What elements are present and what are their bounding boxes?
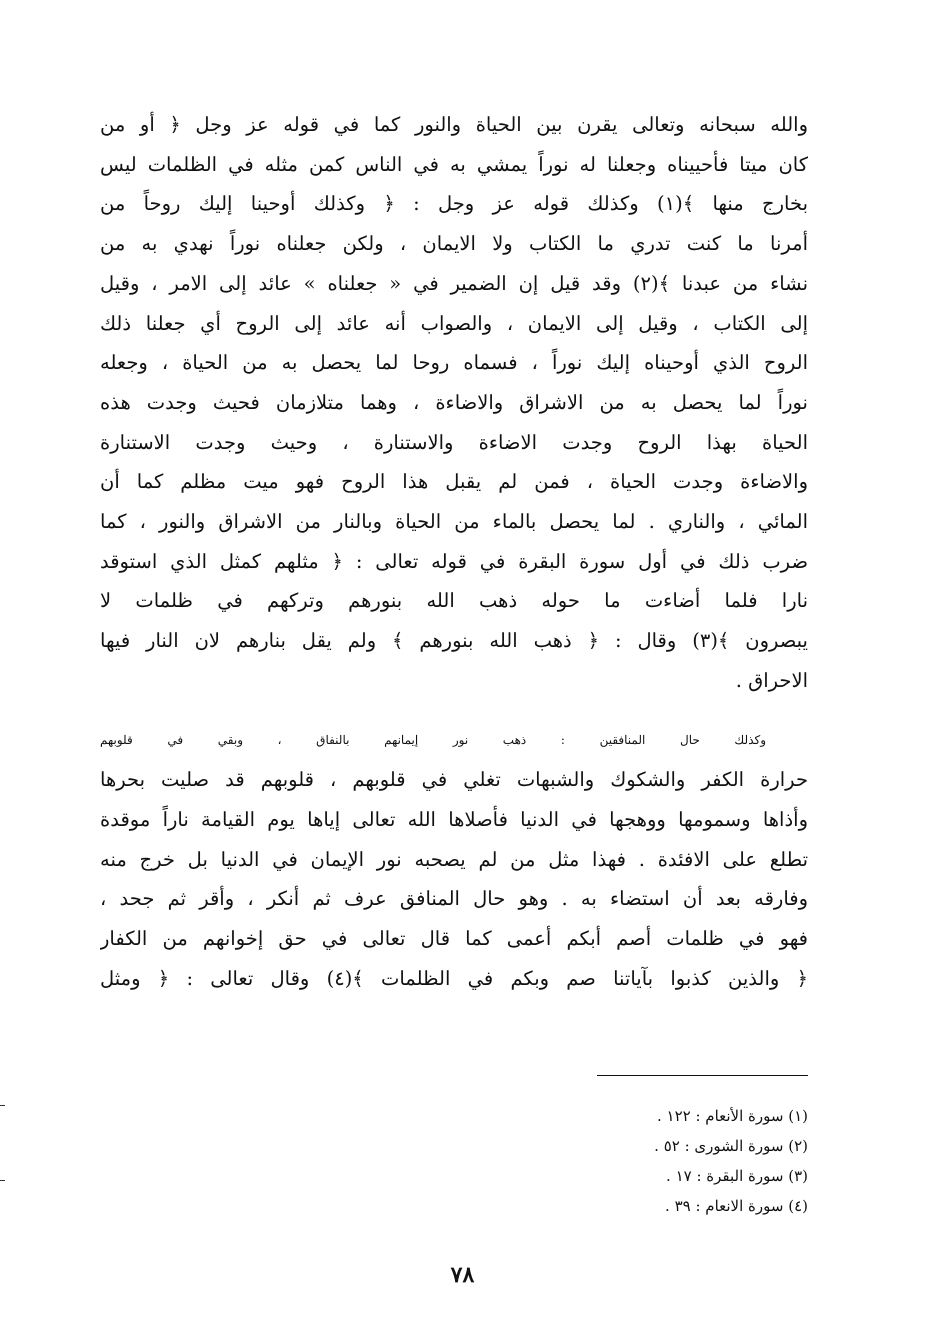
margin-mark <box>0 1105 5 1106</box>
text-line: نوراً لما يحصل به من الاشراق والاضاءة ، وهما متلازمان فحيث وجدت هذه <box>100 390 808 414</box>
footnote-separator <box>597 1075 808 1076</box>
footnotes <box>560 1101 808 1221</box>
text-line: يبصرون ﴾(٣) وقال : ﴿ ذهب الله بنورهم ﴾ ولم يقل بنارهم لان النار فيها <box>100 629 808 653</box>
text-line: كان ميتا فأحييناه وجعلنا له نوراً يمشي به في الناس كمن مثله في الظلمات ليس <box>100 152 808 176</box>
text-line: ﴿ والذين كذبوا بآياتنا صم وبكم في الظلمات ﴾(٤) وقال تعالى : ﴿ ومثل <box>100 966 808 990</box>
text-line: إلى الكتاب ، وقيل إلى الايمان ، والصواب أنه عائد إلى الروح أي جعلنا ذلك <box>100 311 808 335</box>
footnote-3: (٣) سورة البقرة : ١٧ . <box>666 1167 808 1185</box>
footnote-2: (٢) سورة الشورى : ٥٢ . <box>654 1137 808 1155</box>
text-line: فهو في ظلمات أصم أبكم أعمى كما قال تعالى في حق إخوانهم من الكفار <box>100 927 808 951</box>
text-line: ضرب ذلك في أول سورة البقرة في قوله تعالى : ﴿ مثلهم كمثل الذي استوقد <box>100 549 808 573</box>
text-line: نشاء من عبدنا ﴾(٢) وقد قيل إن الضمير في « جعلناه » عائد إلى الامر ، وقيل <box>100 271 808 295</box>
text-line: الروح الذي أوحيناه إليك نوراً ، فسماه روحا لما يحصل به من الحياة ، وجعله <box>100 351 808 375</box>
paragraph-1 <box>100 105 808 701</box>
text-line: الحياة بهذا الروح وجدت الاضاءة والاستنارة ، وحيث وجدت الاستنارة <box>100 430 808 454</box>
footnote-1: (١) سورة الأنعام : ١٢٢ . <box>656 1107 808 1125</box>
text-line: حرارة الكفر والشكوك والشبهات تغلي في قلوبهم ، قلوبهم قد صليت بحرها <box>100 768 808 792</box>
footnote-4: (٤) سورة الانعام : ٣٩ . <box>665 1197 808 1215</box>
text-line: وفارقه بعد أن استضاء به . وهو حال المنافق عرف ثم أنكر ، وأقر ثم جحد ، <box>100 887 808 911</box>
text-line: المائي ، والناري . لما يحصل بالماء من الحياة وبالنار من الاشراق والنور ، كما <box>100 510 808 534</box>
text-line: الاحراق . <box>735 668 808 692</box>
text-line: أمرنا ما كنت تدري ما الكتاب ولا الايمان ، ولكن جعلناه نوراً نهدي به من <box>100 232 808 256</box>
text-line: بخارج منها ﴾(١) وكذلك قوله عز وجل : ﴿ وكذلك أوحينا إليك روحاً من <box>100 192 808 216</box>
text-line: تطلع على الافئدة . فهذا مثل من لم يصحبه نور الإيمان في الدنيا بل خرج منه <box>100 847 808 871</box>
text-line: وأذاها وسمومها ووهجها في الدنيا فأصلاها الله تعالى إياها يوم القيامة ناراً موقدة <box>100 807 808 831</box>
margin-mark <box>0 1180 5 1181</box>
text-line: نارا فلما أضاءت ما حوله ذهب الله بنورهم وتركهم في ظلمات لا <box>100 589 808 613</box>
text-line: والاضاءة وجدت الحياة ، فمن لم يقبل هذا الروح فهو ميت مظلم كما أن <box>100 470 808 494</box>
page-body <box>100 105 808 998</box>
paragraph-2 <box>100 721 808 999</box>
page-number: ٧٨ <box>450 1262 475 1288</box>
text-line: وكذلك حال المنافقين : ذهب نور إيمانهم بالنفاق ، وبقي في قلوبهم <box>100 732 766 747</box>
text-line: والله سبحانه وتعالى يقرن بين الحياة والنور كما في قوله عز وجل ﴿ أو من <box>100 113 808 136</box>
